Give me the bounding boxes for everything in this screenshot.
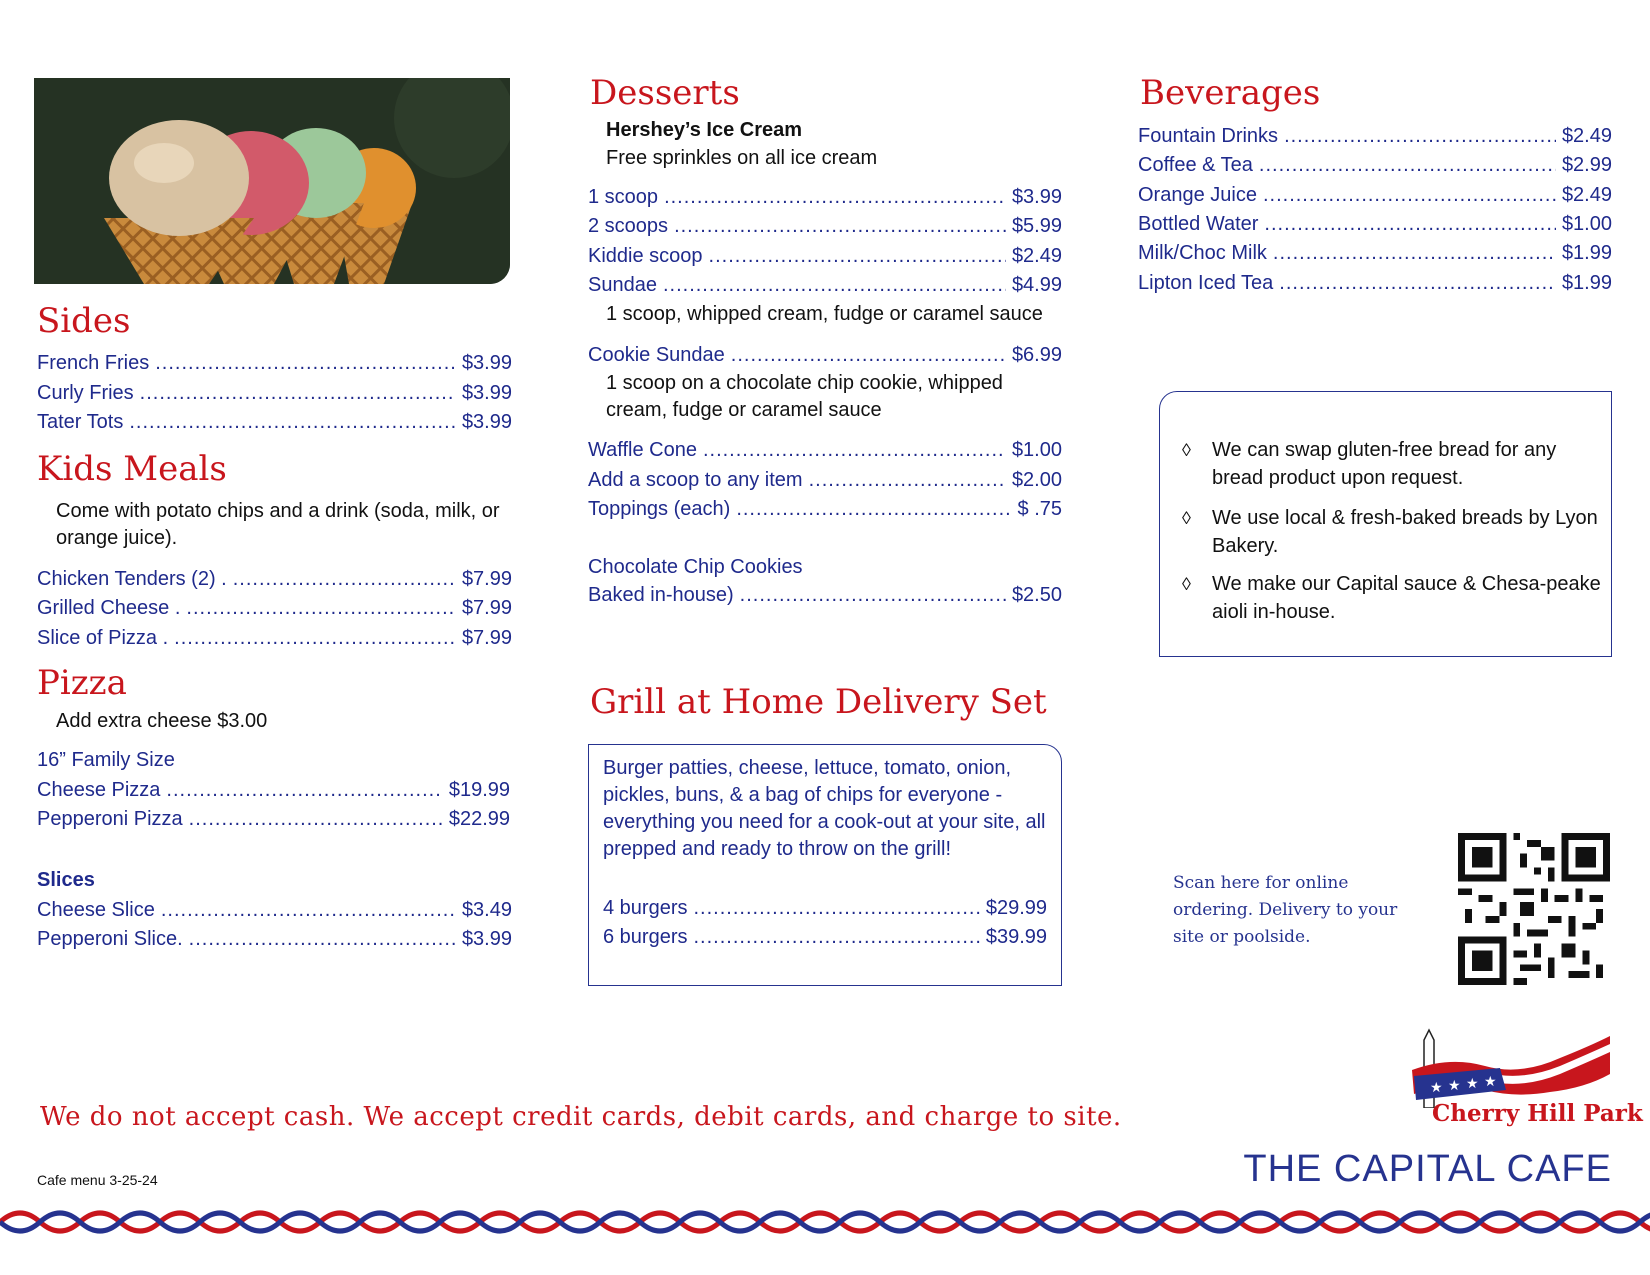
cafe-name: THE CAPITAL CAFE <box>1243 1148 1612 1190</box>
qr-instructions: Scan here for online ordering. Delivery to your site or poolside. <box>1173 873 1398 947</box>
svg-text:★: ★ <box>1484 1074 1497 1090</box>
menu-item: Slice of Pizza . ..... $7.99 <box>37 625 512 651</box>
cookie-sundae-description: 1 scoop on a chocolate chip cookie, whipped cream, fudge or caramel sauce <box>606 372 1003 421</box>
menu-item: Fountain Drinks ..... $2.49 <box>1138 123 1612 149</box>
grill-description: Burger patties, cheese, lettuce, tomato, onion, pickles, buns, & a bag of chips for everyone - everything you need for a cook-out at your site, all prepped and ready to throw on the grill! <box>603 757 1046 860</box>
menu-item: Toppings (each) ..... $ .75 <box>588 496 1062 522</box>
menu-item: Cheese Pizza ..... $19.99 <box>37 777 510 803</box>
menu-item: Pepperoni Slice. ..... $3.99 <box>37 926 512 952</box>
menu-item: Coffee & Tea ..... $2.99 <box>1138 152 1612 178</box>
family-size-heading: 16” Family Size <box>37 749 175 771</box>
menu-item: Cookie Sundae ..... $6.99 <box>588 342 1062 368</box>
menu-item: Bottled Water ..... $1.00 <box>1138 211 1612 237</box>
cherry-hill-park-logo <box>1410 1028 1643 1136</box>
menu-item: Kiddie scoop ..... $2.49 <box>588 243 1062 269</box>
note-item: ◊ We use local & fresh-baked breads by Lyon Bakery. <box>1186 504 1606 560</box>
diamond-bullet-icon: ◊ <box>1182 508 1191 528</box>
menu-item: Pepperoni Pizza ..... $22.99 <box>37 806 510 832</box>
desserts-heading: Desserts <box>590 73 740 113</box>
menu-item: French Fries ..... $3.99 <box>37 350 512 376</box>
menu-item: Add a scoop to any item ..... $2.00 <box>588 467 1062 493</box>
menu-version: Cafe menu 3-25-24 <box>37 1172 158 1188</box>
grill-heading: Grill at Home Delivery Set <box>590 682 1047 722</box>
kids-meals-description: Come with potato chips and a drink (soda, milk, or orange juice). <box>56 500 500 549</box>
sundae-description: 1 scoop, whipped cream, fudge or caramel sauce <box>606 303 1043 325</box>
menu-item: Cheese Slice ..... $3.49 <box>37 897 512 923</box>
decorative-braid-border <box>0 1204 1650 1240</box>
payment-notice: We do not accept cash. We accept credit cards, debit cards, and charge to site. <box>40 1102 1122 1132</box>
qr-code[interactable] <box>1457 833 1611 985</box>
menu-item: 6 burgers ..... $39.99 <box>603 924 1047 950</box>
ice-cream-photo <box>34 78 510 284</box>
pizza-heading: Pizza <box>37 663 127 703</box>
note-item: ◊ We can swap gluten-free bread for any bread product upon request. <box>1186 436 1606 492</box>
notes-box <box>1159 391 1612 657</box>
menu-item: Lipton Iced Tea ..... $1.99 <box>1138 270 1612 296</box>
menu-item: Milk/Choc Milk ..... $1.99 <box>1138 240 1612 266</box>
menu-item: Baked in-house) ..... $2.50 <box>588 582 1062 608</box>
menu-item: 2 scoops ..... $5.99 <box>588 213 1062 239</box>
diamond-bullet-icon: ◊ <box>1182 574 1191 594</box>
grill-box <box>588 744 1062 986</box>
menu-item: 4 burgers ..... $29.99 <box>603 895 1047 921</box>
menu-item: Chicken Tenders (2) . ..... $7.99 <box>37 566 512 592</box>
menu-item: Curly Fries ..... $3.99 <box>37 380 512 406</box>
pizza-extra-cheese: Add extra cheese $3.00 <box>56 710 268 732</box>
kids-meals-heading: Kids Meals <box>37 449 227 489</box>
ice-cream-brand: Hershey’s Ice Cream <box>606 119 803 141</box>
park-logo-text: Cherry Hill Park <box>1432 1100 1643 1127</box>
note-item: ◊ We make our Capital sauce & Chesa-peake aioli in-house. <box>1186 570 1606 626</box>
beverages-heading: Beverages <box>1140 73 1321 113</box>
cookies-heading: Chocolate Chip Cookies <box>588 556 803 578</box>
svg-text:★: ★ <box>1466 1076 1479 1092</box>
sides-heading: Sides <box>37 301 131 341</box>
svg-text:★: ★ <box>1448 1078 1461 1094</box>
menu-item: Orange Juice ..... $2.49 <box>1138 182 1612 208</box>
menu-item: Sundae ..... $4.99 <box>588 272 1062 298</box>
menu-item: Tater Tots ..... $3.99 <box>37 409 512 435</box>
sprinkles-note: Free sprinkles on all ice cream <box>606 147 878 169</box>
menu-item: 1 scoop ..... $3.99 <box>588 184 1062 210</box>
slices-heading: Slices <box>37 869 95 891</box>
svg-text:★: ★ <box>1430 1080 1443 1096</box>
menu-item: Grilled Cheese . ..... $7.99 <box>37 595 512 621</box>
menu-item: Waffle Cone ..... $1.00 <box>588 437 1062 463</box>
diamond-bullet-icon: ◊ <box>1182 440 1191 460</box>
